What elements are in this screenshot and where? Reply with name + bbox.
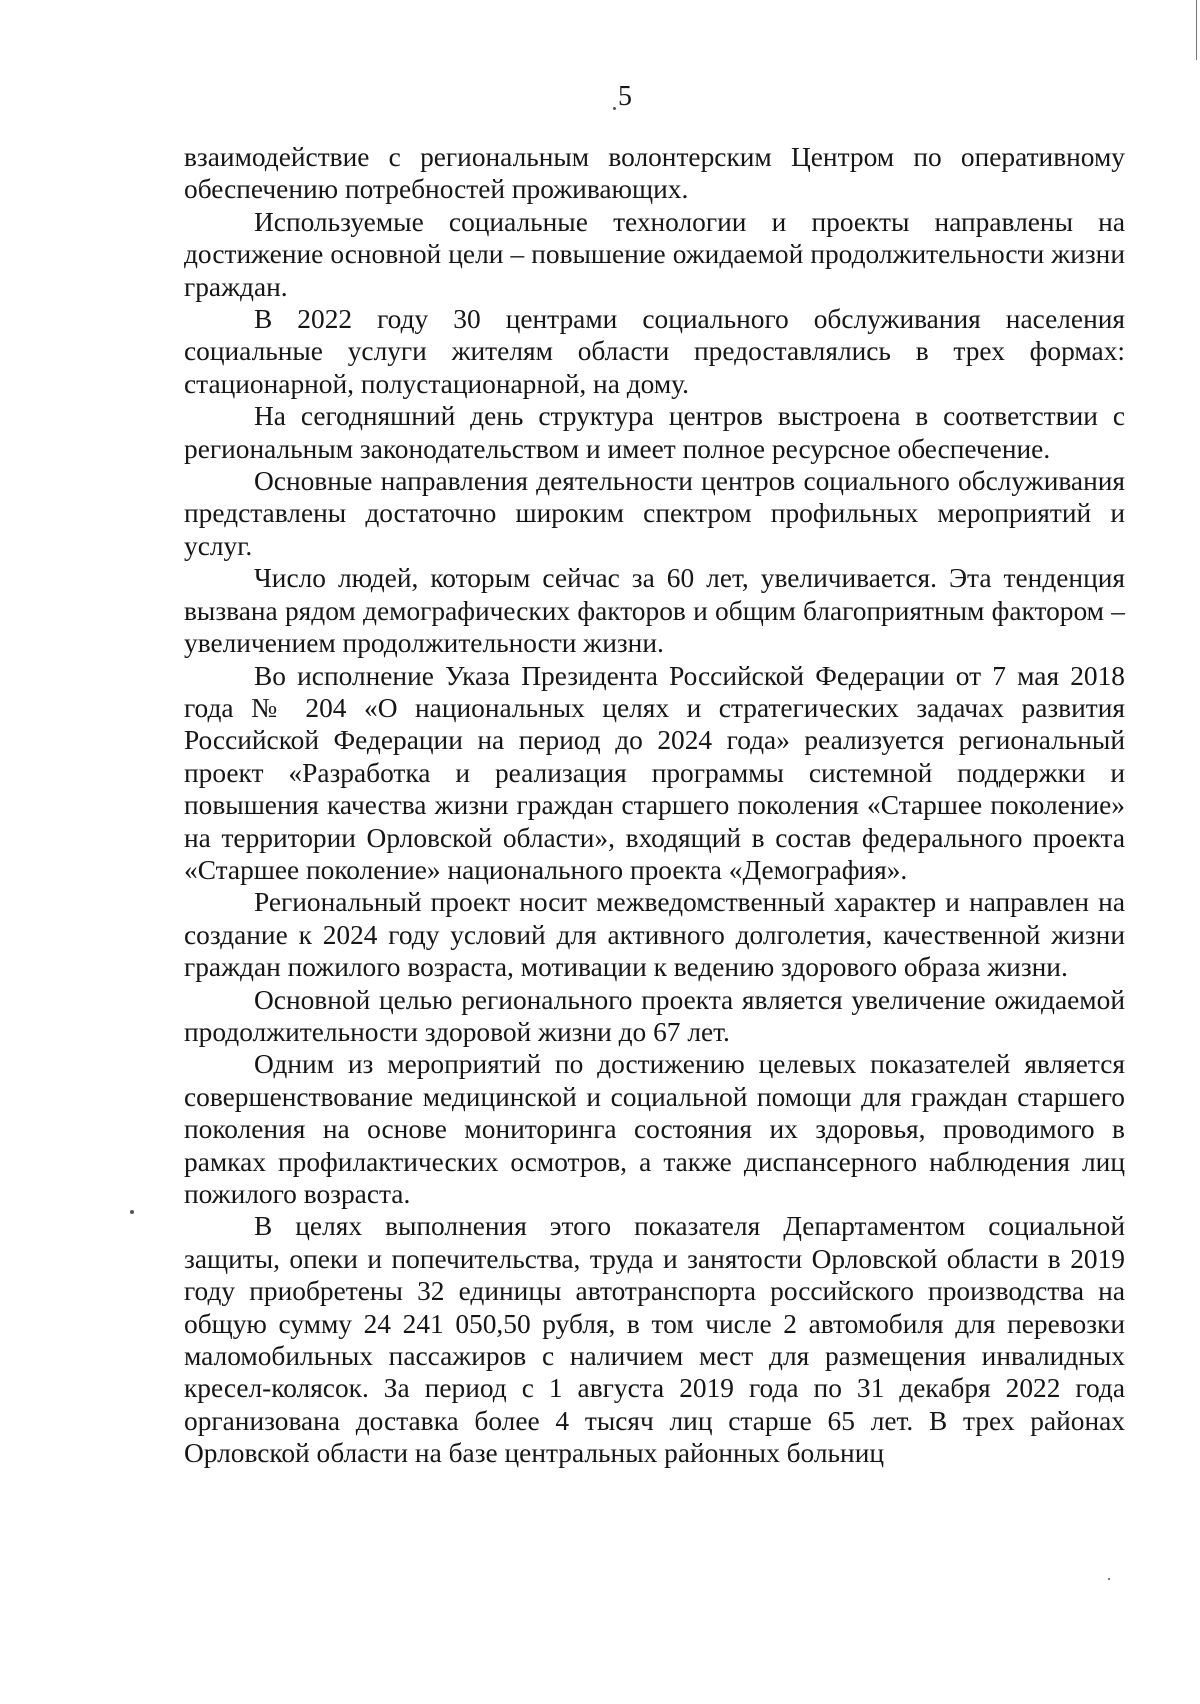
paragraph: В 2022 году 30 центрами социального обслуживания населения социальные услуги жителям области предоставлялись в трех формах: стационарной, полустационарной, на дому. [184,304,1125,399]
paragraph: В целях выполнения этого показателя Департаментом социальной защиты, опеки и попечительства, труда и занятости Орловской области в 2019 году приобретены 32 единицы автотранспорта российского производства на общую сумму 24 241 050,50 рубля, в том числе 2 автомобиля для перевозки маломобильных пассажиров с наличием мест для размещения инвалидных кресел-колясок. За период с 1 августа 2019 года по 31 декабря 2022 года организована доставка более 4 тысяч лиц старше 65 лет. В трех районах Орловской области на базе центральных районных больниц [184,1211,1125,1469]
page-number: 5 [618,81,632,112]
document-body [184,141,1125,1470]
paragraph: взаимодействие с региональным волонтерским Центром по оперативному обеспечению потребностей проживающих. [184,142,1125,205]
paragraph: Число людей, которым сейчас за 60 лет, увеличивается. Эта тенденция вызвана рядом демографических факторов и общим благоприятным фактором – увеличением продолжительности жизни. [184,563,1125,659]
paragraph: Основные направления деятельности центров социального обслуживания представлены достаточно широким спектром профильных мероприятий и услуг. [184,466,1125,561]
scan-speck [1108,1578,1110,1580]
paragraph: Во исполнение Указа Президента Российской Федерации от 7 мая 2018 года № 204 «О национальных целях и стратегических задачах развития Российской Федерации на период до 2024 года» реализуется региональный проект «Разработка и реализация программы системной поддержки и повышения качества жизни граждан старшего поколения «Старшее поколение» на территории Орловской области», входящий в состав федерального проекта «Старшее поколение» национального проекта «Демография». [184,660,1125,885]
paragraph: Используемые социальные технологии и проекты направлены на достижение основной цели – повышение ожидаемой продолжительности жизни граждан. [184,206,1125,302]
paragraph: На сегодняшний день структура центров выстроена в соответствии с региональным законодательством и имеет полное ресурсное обеспечение. [184,401,1125,464]
scan-speck [130,1210,134,1214]
paragraph: Одним из мероприятий по достижению целевых показателей является совершенствование медицинской и социальной помощи для граждан старшего поколения на основе мониторинга состояния их здоровья, проводимого в рамках профилактических осмотров, а также диспансерного наблюдения лиц пожилого возраста. [184,1049,1125,1209]
scan-edge-mark [1196,0,1197,60]
scan-speck [613,107,616,110]
paragraph: Основной целью регионального проекта является увеличение ожидаемой продолжительности здоровой жизни до 67 лет. [184,984,1125,1047]
paragraph: Региональный проект носит межведомственный характер и направлен на создание к 2024 году условий для активного долголетия, качественной жизни граждан пожилого возраста, мотивации к ведению здорового образа жизни. [184,887,1125,983]
